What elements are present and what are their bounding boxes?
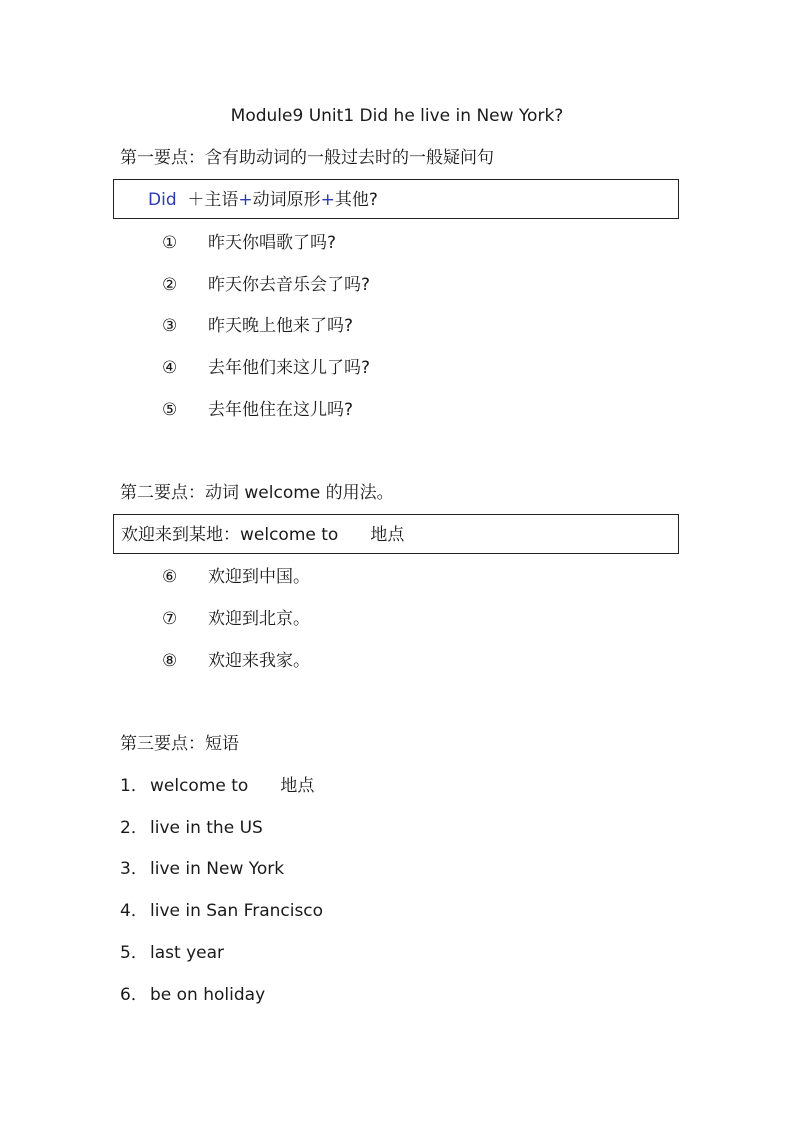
section3-heading: 第三要点：短语 [120, 734, 239, 754]
phrase-text: live in San Francisco [150, 901, 324, 921]
section1-heading: 第一要点：含有助动词的一般过去时的一般疑问句 [120, 148, 494, 168]
formula-text [148, 188, 378, 212]
phrase-number: 6． [120, 985, 148, 1005]
item-text: 昨天你去音乐会了吗? [208, 275, 371, 295]
item-marker: ③ [162, 316, 178, 336]
welcome-box-text [121, 523, 404, 547]
page-title: Module9 Unit1 Did he live in New York? [230, 106, 564, 126]
item-marker: ⑥ [162, 567, 178, 587]
formula-plus: + [238, 190, 253, 210]
list-item [162, 273, 370, 297]
phrase-item [120, 816, 263, 840]
list-item [162, 231, 336, 255]
phrase-number: 4． [120, 901, 148, 921]
item-marker: ① [162, 233, 178, 253]
item-text: 去年他们来这儿了吗? [208, 358, 371, 378]
welcome-box [113, 514, 679, 554]
welcome-rule: 欢迎来到某地：welcome to [121, 525, 339, 545]
list-item [162, 356, 370, 380]
phrase-extra: 地点 [280, 776, 315, 796]
phrase-number: 1． [120, 776, 148, 796]
item-text: 欢迎到中国。 [208, 567, 310, 587]
list-item [162, 314, 353, 338]
formula-rest: 其他? [334, 190, 378, 210]
phrase-item [120, 774, 314, 798]
list-item [162, 649, 310, 673]
phrase-number: 3． [120, 859, 148, 879]
phrase-text: live in the US [150, 818, 263, 838]
phrase-number: 5． [120, 943, 148, 963]
formula-plus: + [320, 190, 335, 210]
item-text: 昨天你唱歌了吗? [208, 233, 337, 253]
phrase-text: be on holiday [150, 985, 266, 1005]
formula-verb: 动词原形 [252, 190, 321, 210]
formula-box [113, 179, 679, 219]
item-marker: ⑤ [162, 400, 178, 420]
item-text: 欢迎来我家。 [208, 651, 310, 671]
phrase-text: last year [150, 943, 224, 963]
item-text: 去年他住在这儿吗? [208, 400, 354, 420]
item-marker: ④ [162, 358, 178, 378]
section2-heading: 第二要点：动词 welcome 的用法。 [120, 483, 394, 503]
phrase-item [120, 857, 284, 881]
phrase-text: live in New York [150, 859, 285, 879]
item-marker: ② [162, 275, 178, 295]
list-item [162, 398, 353, 422]
phrase-item [120, 941, 224, 965]
formula-did: Did [148, 190, 177, 210]
item-text: 欢迎到北京。 [208, 609, 310, 629]
list-item [162, 607, 310, 631]
phrase-number: 2． [120, 818, 148, 838]
item-marker: ⑧ [162, 651, 178, 671]
formula-subject: ＋主语 [187, 190, 239, 210]
welcome-place: 地点 [370, 525, 405, 545]
list-item [162, 565, 310, 589]
phrase-item [120, 983, 265, 1007]
item-marker: ⑦ [162, 609, 178, 629]
phrase-text: welcome to [150, 776, 249, 796]
phrase-item [120, 899, 323, 923]
item-text: 昨天晚上他来了吗? [208, 316, 354, 336]
